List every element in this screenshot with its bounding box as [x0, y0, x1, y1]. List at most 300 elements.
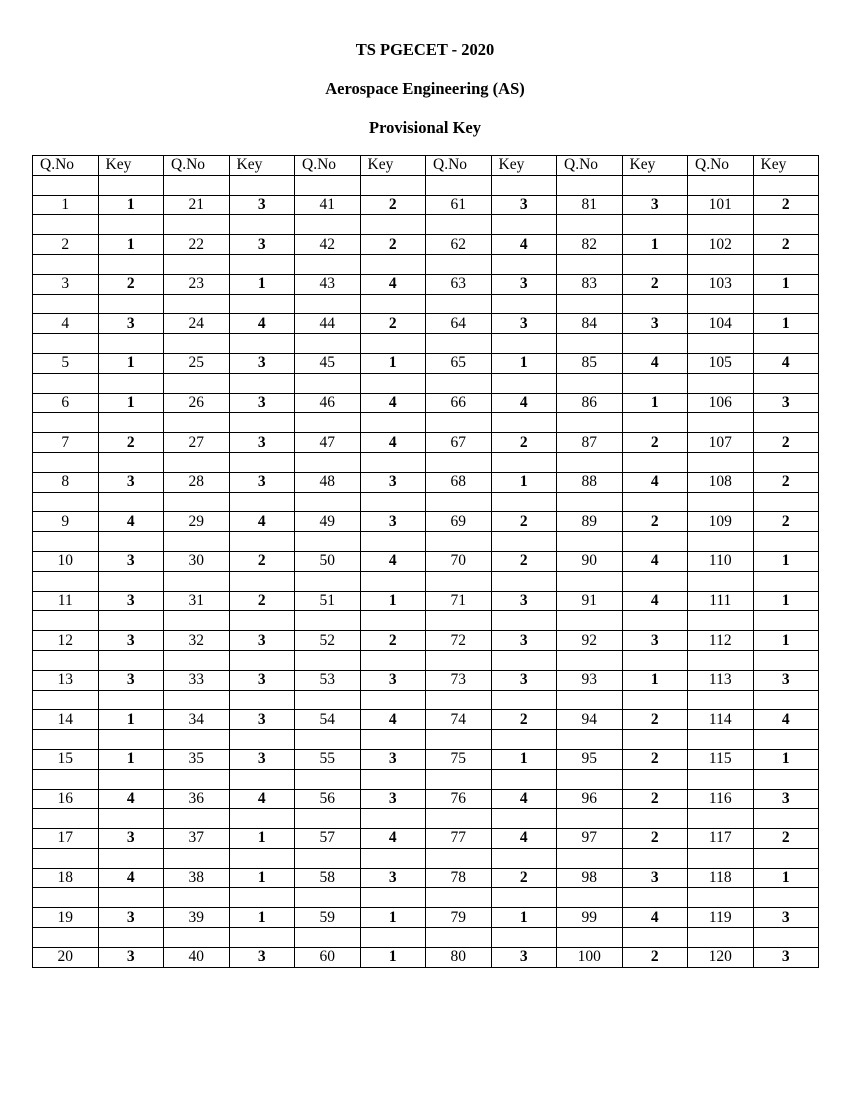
empty-cell [753, 769, 819, 789]
question-number-cell: 32 [164, 631, 230, 651]
question-number-cell: 91 [557, 591, 623, 611]
empty-cell [426, 809, 492, 829]
empty-cell [164, 611, 230, 631]
empty-cell [360, 215, 426, 235]
empty-cell [164, 690, 230, 710]
empty-cell [360, 928, 426, 948]
table-row [33, 314, 819, 334]
empty-cell [98, 848, 164, 868]
empty-cell [426, 532, 492, 552]
answer-key-cell: 2 [753, 512, 819, 532]
empty-cell [33, 571, 99, 591]
empty-cell [557, 928, 623, 948]
empty-cell [688, 413, 754, 433]
empty-cell [426, 571, 492, 591]
empty-cell [426, 730, 492, 750]
empty-cell [360, 254, 426, 274]
empty-cell [33, 452, 99, 472]
empty-cell [33, 611, 99, 631]
question-number-cell: 100 [557, 947, 623, 967]
answer-key-cell: 2 [622, 710, 688, 730]
empty-cell [33, 888, 99, 908]
empty-cell [164, 769, 230, 789]
empty-cell [360, 690, 426, 710]
document-subtitle: Aerospace Engineering (AS) [325, 79, 525, 98]
empty-cell [98, 809, 164, 829]
answer-key-cell: 2 [360, 195, 426, 215]
empty-cell [295, 848, 361, 868]
header-qno-2: Q.No [295, 156, 361, 176]
empty-cell [295, 571, 361, 591]
question-number-cell: 105 [688, 353, 754, 373]
header-qno-4: Q.No [557, 156, 623, 176]
answer-key-cell: 3 [360, 789, 426, 809]
empty-cell [229, 730, 295, 750]
empty-cell [557, 215, 623, 235]
answer-key-cell: 4 [98, 789, 164, 809]
answer-key-cell: 2 [753, 472, 819, 492]
question-number-cell: 25 [164, 353, 230, 373]
question-number-cell: 58 [295, 868, 361, 888]
spacer-row [33, 334, 819, 354]
empty-cell [753, 215, 819, 235]
spacer-row [33, 809, 819, 829]
question-number-cell: 12 [33, 631, 99, 651]
answer-key-cell: 3 [360, 472, 426, 492]
empty-cell [426, 650, 492, 670]
empty-cell [33, 175, 99, 195]
empty-cell [491, 888, 557, 908]
answer-key-cell: 1 [98, 353, 164, 373]
answer-key-cell: 2 [360, 631, 426, 651]
answer-key-cell: 4 [360, 551, 426, 571]
empty-cell [491, 254, 557, 274]
answer-key-cell: 1 [229, 274, 295, 294]
question-number-cell: 120 [688, 947, 754, 967]
empty-cell [491, 611, 557, 631]
question-number-cell: 106 [688, 393, 754, 413]
answer-key-cell: 1 [753, 868, 819, 888]
empty-cell [753, 492, 819, 512]
header-key-0: Key [98, 156, 164, 176]
empty-cell [753, 809, 819, 829]
empty-cell [688, 809, 754, 829]
answer-key-cell: 2 [491, 512, 557, 532]
question-number-cell: 62 [426, 235, 492, 255]
answer-key-cell: 2 [753, 433, 819, 453]
empty-cell [557, 532, 623, 552]
empty-cell [295, 809, 361, 829]
empty-cell [688, 215, 754, 235]
empty-cell [164, 452, 230, 472]
spacer-row [33, 492, 819, 512]
table-body [33, 175, 819, 967]
empty-cell [426, 373, 492, 393]
question-number-cell: 114 [688, 710, 754, 730]
empty-cell [360, 769, 426, 789]
empty-cell [164, 413, 230, 433]
empty-cell [688, 175, 754, 195]
answer-key-cell: 1 [98, 195, 164, 215]
spacer-row [33, 611, 819, 631]
answer-key-cell: 4 [491, 235, 557, 255]
answer-key-cell: 1 [753, 749, 819, 769]
answer-key-cell: 3 [491, 947, 557, 967]
answer-key-cell: 1 [753, 591, 819, 611]
empty-cell [360, 848, 426, 868]
empty-cell [557, 294, 623, 314]
question-number-cell: 42 [295, 235, 361, 255]
answer-key-cell: 1 [229, 829, 295, 849]
table-row [33, 393, 819, 413]
answer-key-cell: 4 [491, 393, 557, 413]
document-title: TS PGECET - 2020 [355, 40, 495, 59]
question-number-cell: 83 [557, 274, 623, 294]
question-number-cell: 92 [557, 631, 623, 651]
question-number-cell: 72 [426, 631, 492, 651]
empty-cell [557, 254, 623, 274]
answer-key-cell: 4 [622, 472, 688, 492]
table-row [33, 710, 819, 730]
empty-cell [426, 175, 492, 195]
header-key-5: Key [753, 156, 819, 176]
empty-cell [295, 928, 361, 948]
empty-cell [622, 294, 688, 314]
empty-cell [622, 809, 688, 829]
question-number-cell: 41 [295, 195, 361, 215]
question-number-cell: 78 [426, 868, 492, 888]
answer-key-cell: 1 [753, 314, 819, 334]
empty-cell [164, 730, 230, 750]
question-number-cell: 66 [426, 393, 492, 413]
answer-key-cell: 3 [98, 947, 164, 967]
answer-key-cell: 1 [622, 393, 688, 413]
header-qno-3: Q.No [426, 156, 492, 176]
empty-cell [33, 373, 99, 393]
empty-cell [688, 492, 754, 512]
empty-cell [295, 294, 361, 314]
question-number-cell: 40 [164, 947, 230, 967]
question-number-cell: 63 [426, 274, 492, 294]
question-number-cell: 76 [426, 789, 492, 809]
empty-cell [753, 373, 819, 393]
answer-key-cell: 3 [229, 670, 295, 690]
answer-key-cell: 1 [622, 670, 688, 690]
answer-key-cell: 4 [98, 868, 164, 888]
empty-cell [164, 571, 230, 591]
question-number-cell: 34 [164, 710, 230, 730]
empty-cell [491, 492, 557, 512]
empty-cell [426, 452, 492, 472]
question-number-cell: 46 [295, 393, 361, 413]
answer-key-cell: 3 [229, 749, 295, 769]
spacer-row [33, 848, 819, 868]
empty-cell [33, 254, 99, 274]
spacer-row [33, 215, 819, 235]
answer-key-cell: 3 [229, 631, 295, 651]
question-number-cell: 50 [295, 551, 361, 571]
empty-cell [688, 611, 754, 631]
answer-key-cell: 4 [491, 829, 557, 849]
empty-cell [164, 928, 230, 948]
answer-key-cell: 1 [491, 472, 557, 492]
answer-key-cell: 2 [622, 512, 688, 532]
empty-cell [98, 175, 164, 195]
empty-cell [229, 373, 295, 393]
empty-cell [33, 690, 99, 710]
table-row [33, 631, 819, 651]
empty-cell [164, 373, 230, 393]
answer-key-cell: 3 [753, 947, 819, 967]
empty-cell [164, 809, 230, 829]
question-number-cell: 3 [33, 274, 99, 294]
answer-key-cell: 3 [622, 195, 688, 215]
spacer-row [33, 373, 819, 393]
empty-cell [98, 373, 164, 393]
empty-cell [98, 730, 164, 750]
question-number-cell: 61 [426, 195, 492, 215]
answer-key-cell: 2 [622, 947, 688, 967]
empty-cell [557, 373, 623, 393]
answer-key-cell: 3 [98, 591, 164, 611]
question-number-cell: 96 [557, 789, 623, 809]
empty-cell [688, 373, 754, 393]
question-number-cell: 37 [164, 829, 230, 849]
empty-cell [688, 888, 754, 908]
empty-cell [491, 452, 557, 472]
question-number-cell: 115 [688, 749, 754, 769]
answer-key-cell: 1 [229, 908, 295, 928]
question-number-cell: 87 [557, 433, 623, 453]
question-number-cell: 85 [557, 353, 623, 373]
empty-cell [557, 769, 623, 789]
empty-cell [688, 769, 754, 789]
answer-key-cell: 2 [491, 433, 557, 453]
empty-cell [98, 215, 164, 235]
key-title: Provisional Key [369, 118, 481, 137]
answer-key-cell: 1 [753, 631, 819, 651]
question-number-cell: 68 [426, 472, 492, 492]
empty-cell [622, 373, 688, 393]
question-number-cell: 48 [295, 472, 361, 492]
empty-cell [164, 848, 230, 868]
question-number-cell: 23 [164, 274, 230, 294]
empty-cell [164, 650, 230, 670]
empty-cell [33, 769, 99, 789]
empty-cell [753, 928, 819, 948]
spacer-row [33, 730, 819, 750]
answer-key-cell: 1 [753, 551, 819, 571]
question-number-cell: 8 [33, 472, 99, 492]
answer-key-cell: 4 [360, 433, 426, 453]
empty-cell [98, 650, 164, 670]
empty-cell [360, 809, 426, 829]
empty-cell [295, 532, 361, 552]
empty-cell [360, 888, 426, 908]
question-number-cell: 45 [295, 353, 361, 373]
empty-cell [622, 492, 688, 512]
empty-cell [295, 611, 361, 631]
empty-cell [622, 334, 688, 354]
question-number-cell: 54 [295, 710, 361, 730]
question-number-cell: 94 [557, 710, 623, 730]
question-number-cell: 95 [557, 749, 623, 769]
empty-cell [557, 848, 623, 868]
answer-key-cell: 2 [622, 749, 688, 769]
empty-cell [753, 888, 819, 908]
table-header [33, 156, 819, 176]
answer-key-cell: 4 [622, 353, 688, 373]
empty-cell [33, 334, 99, 354]
answer-key-cell: 3 [229, 947, 295, 967]
question-number-cell: 107 [688, 433, 754, 453]
empty-cell [753, 334, 819, 354]
empty-cell [98, 690, 164, 710]
empty-cell [491, 373, 557, 393]
question-number-cell: 77 [426, 829, 492, 849]
question-number-cell: 55 [295, 749, 361, 769]
empty-cell [98, 571, 164, 591]
answer-key-cell: 4 [360, 710, 426, 730]
empty-cell [360, 452, 426, 472]
empty-cell [360, 294, 426, 314]
question-number-cell: 113 [688, 670, 754, 690]
empty-cell [688, 650, 754, 670]
answer-key-cell: 4 [360, 274, 426, 294]
empty-cell [426, 611, 492, 631]
empty-cell [622, 650, 688, 670]
table-row [33, 868, 819, 888]
empty-cell [557, 690, 623, 710]
empty-cell [688, 571, 754, 591]
empty-cell [33, 294, 99, 314]
answer-key-cell: 3 [622, 631, 688, 651]
spacer-row [33, 294, 819, 314]
empty-cell [360, 413, 426, 433]
answer-key-cell: 2 [753, 195, 819, 215]
answer-key-cell: 4 [753, 710, 819, 730]
empty-cell [229, 294, 295, 314]
empty-cell [229, 769, 295, 789]
question-number-cell: 22 [164, 235, 230, 255]
empty-cell [360, 650, 426, 670]
empty-cell [557, 888, 623, 908]
empty-cell [295, 215, 361, 235]
answer-key-cell: 3 [622, 868, 688, 888]
empty-cell [622, 928, 688, 948]
question-number-cell: 119 [688, 908, 754, 928]
question-number-cell: 16 [33, 789, 99, 809]
empty-cell [360, 175, 426, 195]
empty-cell [33, 928, 99, 948]
question-number-cell: 56 [295, 789, 361, 809]
table-row [33, 472, 819, 492]
answer-key-cell: 2 [622, 274, 688, 294]
empty-cell [98, 532, 164, 552]
answer-key-cell: 3 [98, 631, 164, 651]
answer-key-cell: 4 [229, 512, 295, 532]
question-number-cell: 90 [557, 551, 623, 571]
empty-cell [688, 848, 754, 868]
answer-key-cell: 1 [360, 947, 426, 967]
empty-cell [491, 848, 557, 868]
answer-key-cell: 4 [98, 512, 164, 532]
answer-key-cell: 4 [753, 353, 819, 373]
question-number-cell: 110 [688, 551, 754, 571]
empty-cell [229, 571, 295, 591]
answer-key-cell: 2 [491, 868, 557, 888]
empty-cell [33, 492, 99, 512]
question-number-cell: 4 [33, 314, 99, 334]
question-number-cell: 47 [295, 433, 361, 453]
header-key-4: Key [622, 156, 688, 176]
question-number-cell: 24 [164, 314, 230, 334]
answer-key-cell: 2 [491, 551, 557, 571]
question-number-cell: 36 [164, 789, 230, 809]
empty-cell [164, 334, 230, 354]
empty-cell [229, 848, 295, 868]
empty-cell [98, 452, 164, 472]
table-row [33, 749, 819, 769]
empty-cell [229, 611, 295, 631]
spacer-row [33, 888, 819, 908]
empty-cell [98, 769, 164, 789]
answer-key-cell: 3 [98, 472, 164, 492]
question-number-cell: 44 [295, 314, 361, 334]
empty-cell [491, 809, 557, 829]
question-number-cell: 98 [557, 868, 623, 888]
table-row [33, 789, 819, 809]
empty-cell [426, 928, 492, 948]
empty-cell [426, 215, 492, 235]
answer-key-cell: 1 [360, 908, 426, 928]
question-number-cell: 15 [33, 749, 99, 769]
answer-key-cell: 2 [98, 433, 164, 453]
empty-cell [491, 571, 557, 591]
answer-key-cell: 3 [229, 433, 295, 453]
table-row [33, 591, 819, 611]
question-number-cell: 57 [295, 829, 361, 849]
empty-cell [295, 492, 361, 512]
question-number-cell: 17 [33, 829, 99, 849]
question-number-cell: 49 [295, 512, 361, 532]
empty-cell [229, 888, 295, 908]
empty-cell [360, 373, 426, 393]
question-number-cell: 9 [33, 512, 99, 532]
question-number-cell: 65 [426, 353, 492, 373]
answer-key-cell: 3 [360, 868, 426, 888]
question-number-cell: 29 [164, 512, 230, 532]
answer-key-cell: 3 [98, 551, 164, 571]
empty-cell [98, 888, 164, 908]
question-number-cell: 89 [557, 512, 623, 532]
question-number-cell: 80 [426, 947, 492, 967]
empty-cell [688, 532, 754, 552]
empty-cell [753, 730, 819, 750]
empty-cell [33, 532, 99, 552]
empty-cell [229, 452, 295, 472]
empty-cell [360, 532, 426, 552]
question-number-cell: 112 [688, 631, 754, 651]
empty-cell [753, 848, 819, 868]
question-number-cell: 67 [426, 433, 492, 453]
empty-cell [33, 809, 99, 829]
empty-cell [557, 730, 623, 750]
answer-key-cell: 3 [98, 908, 164, 928]
table-row [33, 512, 819, 532]
spacer-row [33, 413, 819, 433]
answer-key-cell: 3 [753, 670, 819, 690]
